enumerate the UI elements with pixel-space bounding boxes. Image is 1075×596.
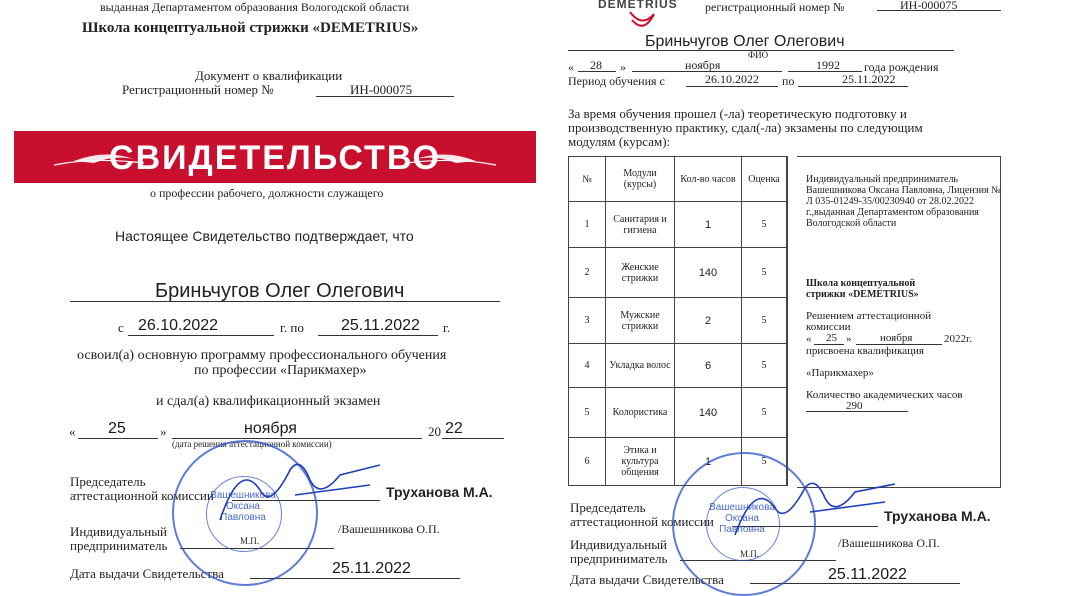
ip-label-1-right: Индивидуальный <box>570 537 667 552</box>
birth-month: ноября <box>685 58 721 72</box>
program-line-2: по профессии «Парикмахер» <box>194 363 367 378</box>
row-hours: 1 <box>675 438 742 486</box>
row-number: 3 <box>569 298 606 344</box>
table-row <box>569 344 788 388</box>
ip-name: /Вашешникова О.П. <box>338 522 440 536</box>
row-grade: 5 <box>742 202 787 248</box>
row-number: 5 <box>569 388 606 438</box>
row-module: Этика и культура общения <box>606 438 675 486</box>
chair-name: Труханова М.А. <box>386 484 493 500</box>
ip-label-2-right: предприниматель <box>570 551 668 566</box>
reg-number: ИН-000075 <box>350 82 413 97</box>
banner-title: СВИДЕТЕЛЬСТВО <box>109 139 441 177</box>
row-hours: 2 <box>675 298 742 344</box>
header-grade: Оценка <box>742 157 787 202</box>
reg-number-right: ИН-000075 <box>900 0 958 12</box>
from-label: с <box>118 320 124 335</box>
quote-close: » <box>160 424 167 439</box>
birth-day: 28 <box>590 58 602 72</box>
birth-day-underline <box>578 71 616 72</box>
exam-day: 25 <box>108 420 126 437</box>
issue-label: Дата выдачи Свидетельства <box>70 566 224 581</box>
date-caption: (дата решения аттестационной комиссии) <box>172 439 332 449</box>
subtitle: о профессии рабочего, должности служащего <box>150 186 384 200</box>
row-number: 4 <box>569 344 606 388</box>
row-module: Санитария и гигиена <box>606 202 675 248</box>
full-name: Бриньчугов Олег Олегович <box>155 280 405 302</box>
row-grade: 5 <box>742 248 787 298</box>
birth-quote-close: » <box>620 60 626 74</box>
row-grade: 5 <box>742 388 787 438</box>
school-name: Школа концептуальной стрижки «DEMETRIUS» <box>82 20 419 36</box>
doc-title: Документ о квалификации <box>195 68 343 83</box>
modules-table <box>568 156 788 486</box>
issuer-line: выданная Департаментом образования Вологодской области <box>100 0 410 14</box>
table-header-row <box>569 157 788 202</box>
chair-signature-right <box>720 470 920 550</box>
hours-underline <box>806 411 908 412</box>
period-label: Период обучения с <box>568 74 665 88</box>
intro-line-2: производственную практику, сдал(-ла) экзамены по следующим <box>568 120 923 135</box>
decision-line-1: Решением аттестационной <box>806 310 932 322</box>
intro-line-3: модулям (курсам): <box>568 134 671 149</box>
row-number: 6 <box>569 438 606 486</box>
row-hours: 6 <box>675 344 742 388</box>
chair-label-1: Председатель <box>70 474 146 489</box>
row-grade: 5 <box>742 298 787 344</box>
decision-quote-open: « <box>806 333 812 345</box>
issue-date-underline <box>250 578 460 579</box>
note-school: Школа концептуальной стрижки «DEMETRIUS» <box>806 278 919 300</box>
row-number: 1 <box>569 202 606 248</box>
hours-label: Количество академических часов <box>806 389 963 401</box>
birth-label: года рождения <box>864 60 939 74</box>
qualification: «Парикмахер» <box>806 367 874 379</box>
quote-open: « <box>69 424 76 439</box>
birth-quote-open: « <box>568 60 574 74</box>
date-from-underline <box>128 335 274 336</box>
logo-swoosh-icon <box>628 10 658 34</box>
issue-label-right: Дата выдачи Свидетельства <box>570 572 724 587</box>
exam-year-underline <box>442 438 504 439</box>
date-to-underline <box>318 335 438 336</box>
logo-text: DEMETRIUS <box>598 0 678 11</box>
issue-date-right: 25.11.2022 <box>828 566 907 583</box>
chair-label-2-right: аттестационной комиссии <box>570 514 714 529</box>
header-number: № <box>569 157 606 202</box>
table-row <box>569 388 788 438</box>
date-from: 26.10.2022 <box>138 317 219 334</box>
year-prefix: 20 <box>428 424 441 439</box>
mp-label: М.П. <box>240 536 260 546</box>
row-module: Мужские стрижки <box>606 298 675 344</box>
date-to: 25.11.2022 <box>341 317 420 334</box>
table-row <box>569 298 788 344</box>
decision-line-2: комиссии <box>806 321 851 333</box>
full-name-right: Бриньчугов Олег Олегович <box>645 33 845 50</box>
decision-quote-close: » <box>846 333 852 345</box>
exam-month: ноября <box>244 420 297 437</box>
name-underline <box>70 301 500 302</box>
table-row <box>569 248 788 298</box>
program-line-1: освоил(а) основную программу профессионального обучения <box>77 348 447 363</box>
row-module: Женские стрижки <box>606 248 675 298</box>
header-hours: Кол-во часов <box>675 157 742 202</box>
assigned-label: присвоена квалификация <box>806 345 924 357</box>
chair-name-right: Труханова М.А. <box>884 508 991 524</box>
hours-total: 290 <box>846 400 863 412</box>
row-grade: 5 <box>742 344 787 388</box>
year-suffix: г. <box>443 320 451 335</box>
chair-label-1-right: Председатель <box>570 500 646 515</box>
certificate-banner <box>14 131 536 183</box>
chair-label-2: аттестационной комиссии <box>70 488 214 503</box>
table-row <box>569 202 788 248</box>
period-from: 26.10.2022 <box>705 72 759 86</box>
header-module: Модули (курсы) <box>606 157 675 202</box>
row-hours: 1 <box>675 202 742 248</box>
row-module: Колористика <box>606 388 675 438</box>
reg-label: Регистрационный номер № <box>122 82 274 97</box>
period-to: 25.11.2022 <box>842 72 896 86</box>
period-from-underline <box>686 86 778 87</box>
row-number: 2 <box>569 248 606 298</box>
mp-label-right: М.П. <box>740 549 760 559</box>
confirms-text: Настоящее Свидетельство подтверждает, что <box>115 228 414 244</box>
note-organization: Индивидуальный предприниматель Вашешникова Оксана Павловна, Лицензия № Л 035-01249-35/00230940 от 28.02.2022 г.,выданная Департаментом образования Вологодской области <box>806 174 1001 229</box>
exam-day-underline <box>78 438 158 439</box>
fio-caption: ФИО <box>748 50 769 60</box>
row-hours: 140 <box>675 388 742 438</box>
row-module: Укладка волос <box>606 344 675 388</box>
table-note-column <box>787 157 788 486</box>
exam-line: и сдал(а) квалификационный экзамен <box>156 394 381 409</box>
decision-month: ноября <box>880 332 913 344</box>
exam-year: 22 <box>445 420 463 437</box>
ip-label-2: предприниматель <box>70 538 168 553</box>
period-to-underline <box>798 86 908 87</box>
issue-date: 25.11.2022 <box>332 560 411 577</box>
chair-signature <box>200 450 400 540</box>
intro-line-1: За время обучения прошел (-ла) теоретическую подготовку и <box>568 106 907 121</box>
period-to-label: по <box>782 74 795 88</box>
row-grade: 5 <box>742 438 787 486</box>
reg-label-right: регистрационный номер № <box>705 0 845 14</box>
stamp-center-text-right: Вашешникова Оксана Павловна <box>709 502 775 535</box>
to-label: г. по <box>280 320 304 335</box>
birth-year: 1992 <box>816 58 840 72</box>
row-hours: 140 <box>675 248 742 298</box>
decision-year: 2022г. <box>944 333 973 345</box>
ip-name-right: /Вашешникова О.П. <box>838 536 940 550</box>
ip-label-1: Индивидуальный <box>70 524 167 539</box>
decision-day: 25 <box>826 332 837 344</box>
stamp-center-text: Вашешникова Оксана Павловна <box>210 490 276 523</box>
